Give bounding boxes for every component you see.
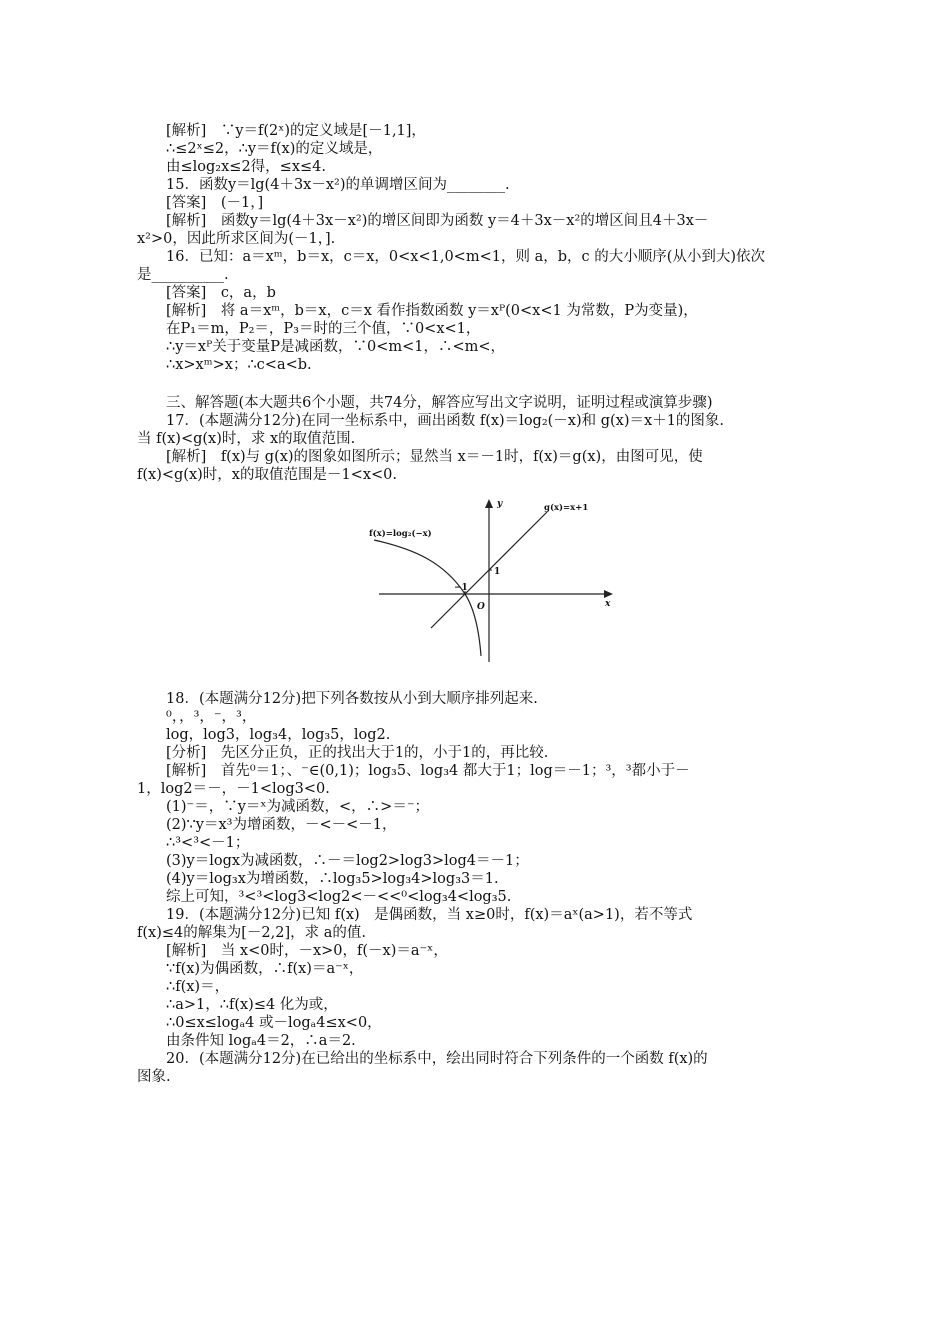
- question-18-numbers-2: log，log3，log₃4，log₃5，log2.: [166, 727, 391, 743]
- question-15: 15．函数y＝lg(4＋3x－x²)的单调增区间为________.: [166, 177, 510, 193]
- y-axis-arrow: [485, 499, 493, 508]
- function-graph-figure: [137, 494, 817, 677]
- question-20-line-1: 20．(本题满分12分)在已给出的坐标系中，绘出同时符合下列条件的一个函数 f(x)的: [166, 1051, 708, 1067]
- f-curve: [374, 540, 481, 656]
- analysis-15-line-2: x²>0，因此所求区间为(－1，].: [137, 231, 336, 247]
- analysis-16-line-2: 在P₁＝m，P₂＝，P₃＝时的三个值，∵0<x<1，: [166, 321, 481, 337]
- question-17-line-1: 17．(本题满分12分)在同一坐标系中，画出函数 f(x)＝log₂(－x)和 g(x)＝x＋1的图象.: [166, 413, 725, 429]
- analysis-16-line-1: [解析] 将 a＝xᵐ，b＝x，c＝x 看作指数函数 y＝xᴾ(0<x<1 为常数，P为变量)，: [166, 303, 698, 319]
- question-19-line-1: 19．(本题满分12分)已知 f(x) 是偶函数，当 x≥0时，f(x)＝aˣ(a>1)，若不等式: [166, 907, 693, 923]
- analysis-16-line-3: ∴y＝xᴾ关于变量P是减函数，∵0<m<1，∴<m<，: [166, 339, 506, 355]
- analysis-19-line-2: ∵f(x)为偶函数，∴f(x)＝a⁻ˣ，: [166, 961, 364, 977]
- analysis-19-line-4: ∴a>1，∴f(x)≤4 化为或，: [166, 997, 338, 1013]
- one-label: 1: [494, 567, 501, 577]
- question-17-line-2: 当 f(x)<g(x)时，求 x的取值范围.: [137, 431, 356, 447]
- analysis-19-line-5: ∴0≤x≤logₐ4 或－logₐ4≤x<0，: [166, 1015, 382, 1031]
- y-axis-label: y: [497, 499, 503, 509]
- question-20-line-2: 图象.: [137, 1069, 171, 1085]
- analysis-19-line-3: ∴f(x)＝，: [166, 979, 230, 995]
- question-16-line-1: 16．已知：a＝xᵐ，b＝x，c＝x，0<x<1,0<m<1，则 a，b，c 的大小顺序(从小到大)依次: [166, 249, 766, 265]
- section-three-heading: 三、解答题(本大题共6个小题，共74分，解答应写出文字说明，证明过程或演算步骤): [166, 395, 713, 411]
- answer-16: [答案] c，a，b: [166, 285, 276, 301]
- neg-one-label: −1: [454, 583, 468, 593]
- origin-label: O: [477, 602, 485, 612]
- g-label: g(x)=x+1: [544, 503, 589, 513]
- analysis-18-outline: [分析] 先区分正负，正的找出大于1的，小于1的，再比较.: [166, 745, 549, 761]
- analysis-16-line-4: ∴x>xᵐ>x；∴c<a<b.: [166, 357, 312, 373]
- analysis-15-line-1: [解析] 函数y＝lg(4＋3x－x²)的增区间即为函数 y＝4＋3x－x²的增区间且4＋3x－: [166, 213, 709, 229]
- analysis-18-line-2: 1，log2＝－，－1<log3<0.: [137, 781, 330, 797]
- analysis-14-line-3: 由≤log₂x≤2得，≤x≤4.: [166, 159, 326, 175]
- x-axis-label: x: [605, 599, 611, 609]
- analysis-14-line-2: ∴≤2ˣ≤2，∴y＝f(x)的定义域是，: [166, 141, 383, 157]
- document-page: [137, 122, 817, 1086]
- analysis-18-line-1: [解析] 首先⁰＝1；、⁻∈(0,1)；log₃5、log₃4 都大于1；log＝－1；³，³都小于－: [166, 763, 690, 779]
- f-label: f(x)=log₂(−x): [369, 529, 432, 539]
- analysis-17-line-2: f(x)<g(x)时，x的取值范围是－1<x<0.: [137, 467, 397, 483]
- question-18-numbers-1: ⁰，，³，⁻，³，: [166, 709, 257, 725]
- analysis-14-line-1: [解析] ∵y＝f(2ˣ)的定义域是[－1,1]，: [166, 123, 426, 139]
- analysis-17-line-1: [解析] f(x)与 g(x)的图象如图所示；显然当 x＝－1时，f(x)＝g(x)，由图可见，使: [166, 449, 703, 465]
- analysis-18-step-4: (4)y＝log₃x为增函数，∴log₃5>log₃4>log₃3＝1.: [166, 871, 499, 887]
- analysis-18-step-2b: ∴³<³<－1；: [166, 835, 250, 851]
- analysis-18-step-2: (2)∵y＝x³为增函数，－<－<－1，: [166, 817, 397, 833]
- question-16-line-2: 是__________.: [137, 267, 229, 283]
- question-19-line-2: f(x)≤4的解集为[－2,2]，求 a的值.: [137, 925, 366, 941]
- function-graph: [369, 494, 619, 669]
- answer-15: [答案] (－1，]: [166, 195, 264, 211]
- analysis-19-line-1: [解析] 当 x<0时，－x>0，f(－x)＝a⁻ˣ，: [166, 943, 448, 959]
- analysis-18-step-1: (1)⁻＝，∵y＝ˣ为减函数，<，∴>＝⁻；: [166, 799, 429, 815]
- analysis-18-step-3: (3)y＝logx为减函数，∴－＝log2>log3>log4＝－1；: [166, 853, 529, 869]
- question-18: 18．(本题满分12分)把下列各数按从小到大顺序排列起来.: [166, 691, 538, 707]
- x-axis-arrow: [604, 590, 613, 598]
- analysis-19-line-6: 由条件知 logₐ4＝2，∴a＝2.: [166, 1033, 356, 1049]
- analysis-18-conclusion: 综上可知，³<³<log3<log2<－<<⁰<log₃4<log₃5.: [166, 889, 512, 905]
